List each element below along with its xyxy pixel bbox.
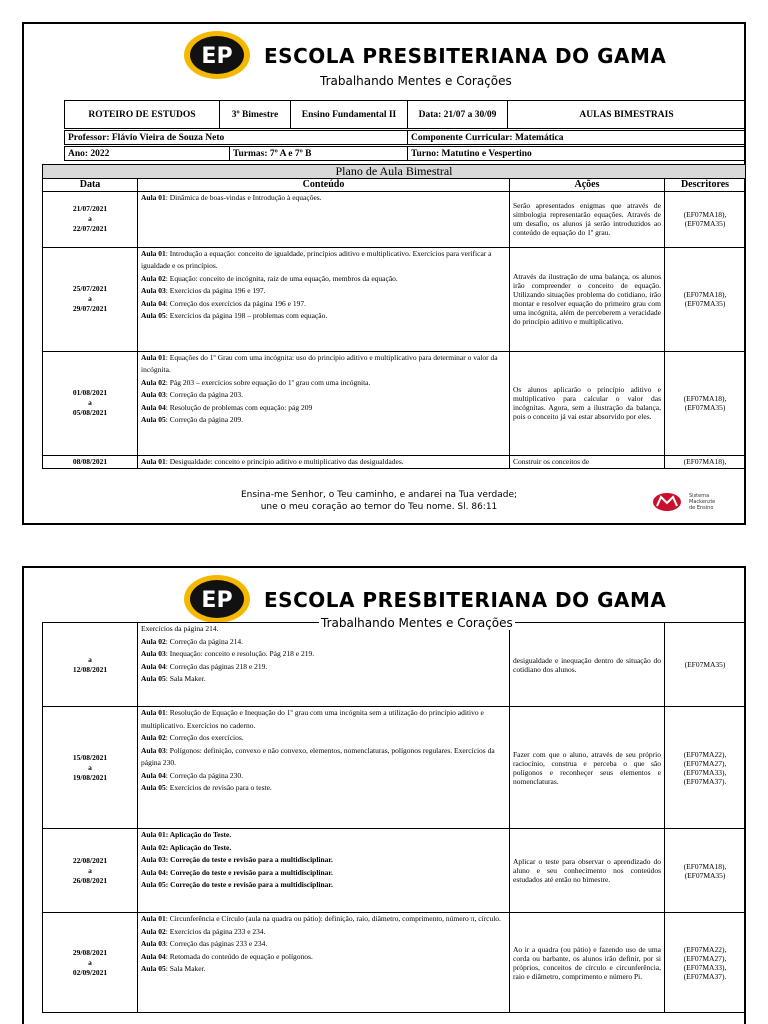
- date-date-end: 19/08/2021: [72, 772, 108, 782]
- lesson-label: Aula 04: [141, 298, 166, 308]
- page-header: [24, 24, 744, 94]
- descritores-cell: (EF07MA18), (EF07MA35): [665, 247, 746, 351]
- lesson-text: : Correção da página 203.: [165, 390, 244, 399]
- descritores-cell: (EF07MA35): [665, 623, 746, 707]
- date-date-end: 22/07/2021: [72, 224, 108, 233]
- lesson-text: : Polígonos: definição, convexo e não convexo, elementos, nomenclaturas, polígonos regulares. Exercícios da página 230.: [141, 745, 495, 767]
- lesson-line: [141, 745, 506, 770]
- lesson-label: Aula 02: [141, 377, 166, 387]
- date-date-start: 21/07/2021: [72, 204, 108, 213]
- ano-table: [64, 146, 746, 161]
- acoes-cell: Aplicar o teste para observar o aprendizado do aluno e seu conhecimento nos conteúdos estudados até então no bimestre.: [510, 829, 665, 913]
- date-a: a: [88, 214, 92, 223]
- lesson-text: : Aplicação do Teste.: [165, 842, 232, 852]
- lesson-line: [141, 707, 506, 732]
- lesson-line: [141, 310, 506, 323]
- lesson-label: Aula 04: [141, 770, 166, 780]
- date-a: a: [88, 865, 92, 875]
- lesson-line: [141, 913, 506, 926]
- lesson-text: : Resolução de Equação e Inequação do 1º grau com uma incógnita sem a utilização do princípio aditivo e multiplicativo. Exercícios no caderno.: [141, 708, 484, 730]
- lesson-label: Aula 01: [141, 352, 166, 362]
- lesson-text: : Correção das páginas 233 e 234.: [165, 939, 268, 948]
- date-date-end: 29/07/2021: [72, 304, 108, 313]
- lesson-line: [141, 661, 506, 674]
- date-a: a: [88, 762, 92, 772]
- ensino-cell: Ensino Fundamental II: [291, 101, 408, 129]
- lesson-line: [141, 273, 506, 286]
- lesson-label: Aula 03: [141, 649, 166, 658]
- lesson-line: [141, 829, 506, 842]
- lesson-text: : Aplicação do Teste.: [165, 830, 232, 839]
- content-cell: [138, 247, 510, 351]
- lesson-line: [141, 298, 506, 311]
- lesson-label: Aula 03: [141, 286, 166, 295]
- lesson-label: Aula 01: [141, 248, 166, 258]
- content-cell: [138, 623, 510, 707]
- date-cell: [43, 455, 138, 469]
- lesson-line: [141, 854, 506, 867]
- date-cell: [43, 351, 138, 455]
- descritores-cell: (EF07MA18), (EF07MA35): [665, 191, 746, 247]
- date-date-start: 25/07/2021: [72, 284, 108, 293]
- lesson-text: : Correção da página 230.: [165, 770, 244, 780]
- lesson-text: : Correção dos exercícios.: [165, 733, 244, 742]
- professor-table: [64, 130, 746, 145]
- lesson-line: [141, 285, 506, 298]
- date-date-start: 08/08/2021: [72, 456, 108, 466]
- mack-line-3: de Ensino: [689, 505, 714, 511]
- school-logo-icon: [182, 573, 252, 625]
- date-cell: [43, 707, 138, 829]
- acoes-cell: Construir os conceitos de: [510, 455, 665, 469]
- date-date-end: 26/08/2021: [72, 875, 108, 885]
- page-2: [22, 566, 746, 1024]
- date-date-start: 29/08/2021: [72, 947, 108, 957]
- acoes-cell: Ao ir a quadra (ou pátio) e fazendo uso de uma corda ou barbante, os alunos irão definir, por si próprios, conceitos de círculo e circunferência, raio e diâmetro, comprimento e número Pi.: [510, 913, 665, 1013]
- bimestre-cell: 3º Bimestre: [220, 101, 291, 129]
- plan-row: [43, 247, 746, 351]
- lesson-line: [141, 389, 506, 402]
- lesson-label: Aula 01: [141, 708, 166, 717]
- ano-cell: Ano: 2022: [65, 147, 230, 161]
- lesson-text: : Introdução a equação: conceito de igualdade, princípios aditivo e multiplicativo. Exercícios para verificar a igualdade e os princípios.: [141, 248, 492, 270]
- date-date-start: 15/08/2021: [72, 752, 108, 762]
- date-a: a: [88, 654, 92, 664]
- lesson-label: Aula 05: [141, 880, 166, 889]
- mack-line-2: Mackenzie: [689, 499, 716, 505]
- acoes-cell: Fazer com que o aluno, através de seu próprio raciocínio, construa e perceba o que são polígonos e reconheçer seus elementos e nomenclaturas.: [510, 707, 665, 829]
- lesson-line: [141, 377, 506, 390]
- logo-text: EP: [201, 44, 233, 69]
- lesson-line: [141, 770, 506, 783]
- plan-row: [43, 913, 746, 1013]
- lesson-label: Aula 04: [141, 951, 166, 961]
- lesson-text: : Sala Maker.: [165, 674, 206, 683]
- professor-cell: Professor: Flávio Vieira de Souza Neto: [65, 131, 408, 145]
- lesson-text: Exercícios da página 214.: [141, 624, 219, 633]
- lesson-line: [141, 456, 506, 469]
- lesson-label: Aula 03: [141, 939, 166, 948]
- content-cell: [138, 707, 510, 829]
- acoes-cell: Através da ilustração de uma balança, os alunos irão compreender o conceito de equação. Utilizando situações problema do cotidiano, irão montar e resolver equação do primeiro grau com uma incógnita, além de perceberem a veracidade do princípio aditivo e multiplicativo.: [510, 247, 665, 351]
- lesson-text: : Correção do teste e revisão para a multidisciplinar.: [165, 867, 333, 877]
- lesson-line: [141, 867, 506, 880]
- roteiro-cell: ROTEIRO DE ESTUDOS: [65, 101, 220, 129]
- lesson-text: : Exercícios da página 233 e 234.: [165, 926, 266, 936]
- lesson-label: Aula 02: [141, 636, 166, 646]
- date-a: a: [88, 957, 92, 967]
- lesson-line: [141, 842, 506, 855]
- descritores-cell: (EF07MA18),: [665, 455, 746, 469]
- date-date-start: 22/08/2021: [72, 855, 108, 865]
- lesson-line: [141, 938, 506, 951]
- lesson-label: Aula 03: [141, 390, 166, 399]
- descritores-cell: (EF07MA22), (EF07MA27), (EF07MA33), (EF07MA37).: [665, 707, 746, 829]
- col-header-data: Data: [43, 178, 138, 191]
- lesson-label: Aula 03: [141, 855, 166, 864]
- lesson-text: : Pág 203 – exercícios sobre equação do 1º grau com uma incógnita.: [165, 377, 371, 387]
- lesson-text: : Exercícios da página 196 e 197.: [165, 286, 266, 295]
- col-header-descritores: Descritores: [665, 178, 746, 191]
- lesson-line: [141, 248, 506, 273]
- plan-rows-1: [43, 191, 746, 469]
- lesson-text: : Correção das páginas 218 e 219.: [165, 661, 268, 671]
- plan-row: [43, 455, 746, 469]
- lesson-label: Aula 01: [141, 192, 166, 202]
- date-date-end: 02/09/2021: [72, 967, 108, 977]
- lesson-text: : Circunferência e Círculo (aula na quadra ou pátio): definição, raio, diâmetro, comprimento, número π, círculo.: [165, 914, 501, 923]
- lesson-label: Aula 02: [141, 273, 166, 283]
- plan-rows-2: [43, 623, 746, 1013]
- col-header-conteudo: Conteúdo: [138, 178, 510, 191]
- lesson-text: : Retomada do conteúdo de equação e polígonos.: [165, 951, 313, 961]
- date-cell: [43, 623, 138, 707]
- date-cell: [43, 829, 138, 913]
- plan-row: [43, 351, 746, 455]
- lesson-line: [141, 402, 506, 415]
- plan-row: [43, 191, 746, 247]
- lesson-label: Aula 04: [141, 661, 166, 671]
- lesson-line: [141, 963, 506, 976]
- plan-table-2: [42, 622, 746, 1013]
- info-table: [64, 100, 746, 129]
- lesson-line: [141, 673, 506, 686]
- date-cell: [43, 191, 138, 247]
- lesson-label: Aula 05: [141, 674, 166, 683]
- content-cell: [138, 913, 510, 1013]
- lesson-line: [141, 926, 506, 939]
- content-cell: [138, 191, 510, 247]
- lesson-line: [141, 192, 506, 205]
- aulas-cell: AULAS BIMESTRAIS: [508, 101, 746, 129]
- lesson-text: : Correção do teste e revisão para a multidisciplinar.: [165, 880, 333, 889]
- descritores-cell: (EF07MA22), (EF07MA27), (EF07MA33), (EF07MA37).: [665, 913, 746, 1013]
- logo-text: EP: [201, 588, 233, 613]
- verse-line-2: une o meu coração ao temor do Teu nome. Sl. 86:11: [260, 502, 498, 512]
- mack-line-1: Sistema: [689, 493, 710, 499]
- lesson-text: : Exercícios de revisão para o teste.: [165, 783, 272, 792]
- plan-row: [43, 707, 746, 829]
- lesson-line: [141, 782, 506, 795]
- lesson-text: : Equação: conceito de incógnita, raiz de uma equação, membros da equação.: [165, 273, 398, 283]
- acoes-cell: desigualdade e inequação dentro de situação do cotidiano dos alunos.: [510, 623, 665, 707]
- lesson-text: : Correção da página 209.: [165, 415, 244, 424]
- descritores-cell: (EF07MA18), (EF07MA35): [665, 351, 746, 455]
- lesson-text: : Sala Maker.: [165, 964, 206, 973]
- school-name: ESCOLA PRESBITERIANA DO GAMA: [264, 44, 667, 68]
- lesson-label: Aula 05: [141, 783, 166, 792]
- lesson-text: : Equações do 1º Grau com uma incógnita: uso do princípio aditivo e multiplicativo para determinar o valor da incógnita.: [141, 352, 498, 374]
- content-cell: [138, 455, 510, 469]
- lesson-line: [141, 732, 506, 745]
- bible-verse: [214, 489, 544, 513]
- lesson-label: Aula 04: [141, 867, 166, 877]
- date-a: a: [88, 294, 92, 303]
- page-footer: [24, 483, 744, 523]
- data-cell: Data: 21/07 a 30/09: [408, 101, 508, 129]
- lesson-line: [141, 648, 506, 661]
- lesson-label: Aula 04: [141, 402, 166, 412]
- col-header-acoes: Ações: [510, 178, 665, 191]
- componente-cell: Componente Curricular: Matemática: [408, 131, 746, 145]
- school-logo-icon: [182, 29, 252, 81]
- content-cell: [138, 351, 510, 455]
- lesson-label: Aula 03: [141, 745, 166, 755]
- lesson-text: : Inequação: conceito e resolução. Pág 218 e 219.: [165, 649, 315, 658]
- lesson-line: [141, 951, 506, 964]
- plan-table-1: [42, 164, 746, 469]
- plan-row: [43, 623, 746, 707]
- date-cell: [43, 247, 138, 351]
- acoes-cell: Serão apresentados enigmas que através de simbologia representarão equações. Através de um desafio, os alunos já serão introduzidos ao conteúdo de equação do 1º grau.: [510, 191, 665, 247]
- lesson-label: Aula 01: [141, 914, 166, 923]
- plan-row: [43, 829, 746, 913]
- lesson-label: Aula 02: [141, 842, 166, 852]
- lesson-line: [141, 352, 506, 377]
- lesson-label: Aula 05: [141, 964, 166, 973]
- mackenzie-text: [689, 493, 715, 511]
- lesson-label: Aula 05: [141, 415, 166, 424]
- date-date-end: 12/08/2021: [72, 664, 108, 674]
- school-name: ESCOLA PRESBITERIANA DO GAMA: [264, 588, 667, 612]
- lesson-text: : Correção do teste e revisão para a multidisciplinar.: [165, 855, 333, 864]
- content-cell: [138, 829, 510, 913]
- lesson-label: Aula 02: [141, 733, 166, 742]
- lesson-line: [141, 879, 506, 892]
- turmas-cell: Turmas: 7º A e 7º B: [230, 147, 408, 161]
- lesson-label: Aula 05: [141, 311, 166, 320]
- lesson-text: : Dinâmica de boas-vindas e Introdução à equações.: [165, 192, 322, 202]
- verse-line-1: Ensina-me Senhor, o Teu caminho, e andarei na Tua verdade;: [240, 490, 518, 500]
- school-motto: Trabalhando Mentes e Corações: [321, 616, 513, 630]
- date-date-start: 01/08/2021: [72, 388, 108, 397]
- lesson-line: [141, 414, 506, 427]
- lesson-text: : Resolução de problemas com equação: pág 209: [165, 402, 313, 412]
- turno-cell: Turno: Matutino e Vespertino: [408, 147, 746, 161]
- date-cell: [43, 913, 138, 1013]
- lesson-text: : Correção dos exercícios da página 196 e 197.: [165, 298, 306, 308]
- lesson-label: Aula 02: [141, 926, 166, 936]
- school-motto: Trabalhando Mentes e Corações: [320, 74, 512, 88]
- date-date-end: 05/08/2021: [72, 408, 108, 417]
- lesson-line: [141, 636, 506, 649]
- date-a: a: [88, 398, 92, 407]
- lesson-text: : Desigualdade: conceito e princípio aditivo e multiplicativo das desigualdades.: [165, 456, 404, 466]
- lesson-text: : Correção da página 214.: [165, 636, 244, 646]
- plan-title: Plano de Aula Bimestral: [43, 165, 746, 179]
- lesson-label: Aula 01: [141, 456, 166, 466]
- acoes-cell: Os alunos aplicarão o princípio aditivo e multiplicativo para calcular o valor das incógnitas. Agora, sem a ilustração da balança, pois o conceito já vai estar absorvido por eles.: [510, 351, 665, 455]
- lesson-text: : Exercícios da página 198 – problemas com equação.: [165, 311, 328, 320]
- lesson-label: Aula 01: [141, 830, 166, 839]
- descritores-cell: (EF07MA18), (EF07MA35): [665, 829, 746, 913]
- page-1: [22, 22, 746, 525]
